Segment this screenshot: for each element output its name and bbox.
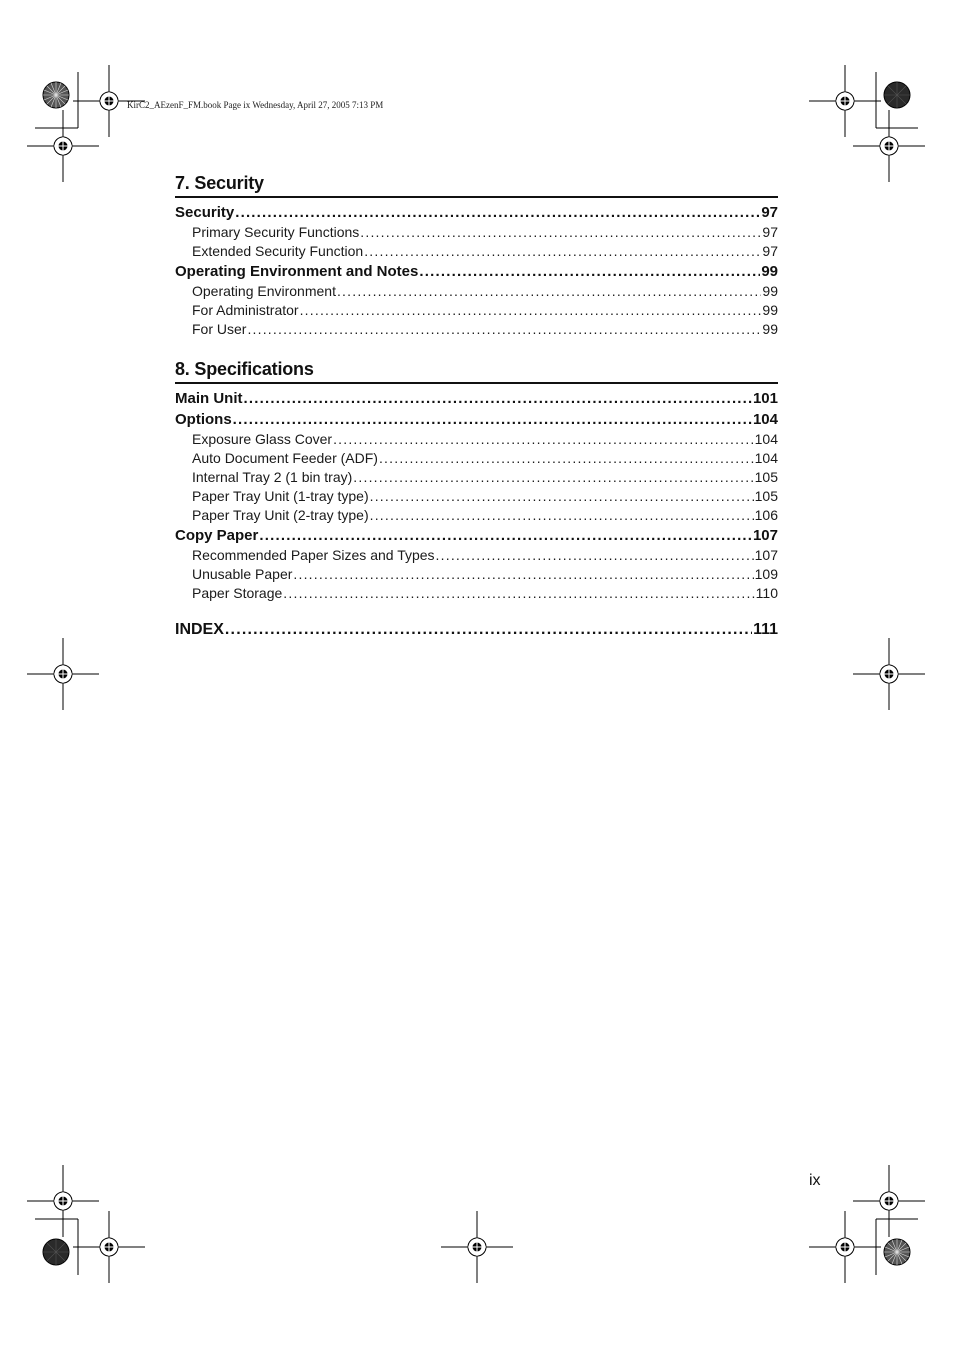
toc-entry-label: Paper Tray Unit (2-tray type) xyxy=(192,507,369,523)
toc-entry-page: 99 xyxy=(761,263,778,280)
toc-entry-label: Extended Security Function xyxy=(192,243,364,259)
toc-entry-page: 111 xyxy=(753,621,778,638)
leader-dots xyxy=(370,506,754,525)
toc-entry-page: 104 xyxy=(754,450,778,466)
toc-entry[interactable] xyxy=(175,525,778,546)
toc-entry-page: 104 xyxy=(754,431,778,447)
toc-entry-label: Auto Document Feeder (ADF) xyxy=(192,450,378,466)
toc-entry-page: 105 xyxy=(754,488,778,504)
toc-index-entry[interactable] xyxy=(175,618,778,642)
toc-entry-label: Operating Environment xyxy=(192,283,336,299)
toc-entry-label: For Administrator xyxy=(192,302,299,318)
leader-dots xyxy=(244,388,752,409)
toc-entry[interactable] xyxy=(175,506,778,525)
leader-dots xyxy=(233,409,752,430)
leader-dots xyxy=(247,320,761,339)
leader-dots xyxy=(259,525,752,546)
leader-dots xyxy=(337,282,761,301)
leader-dots xyxy=(364,242,761,261)
section-title: 8. Specifications xyxy=(175,356,778,384)
toc-entry-page: 109 xyxy=(754,566,778,582)
toc-entry[interactable] xyxy=(175,449,778,468)
toc-entries xyxy=(175,202,778,339)
toc-entry-label: Options xyxy=(175,411,232,428)
toc-entry[interactable] xyxy=(175,584,778,603)
toc-entry-page: 107 xyxy=(754,547,778,563)
toc-entry[interactable] xyxy=(175,223,778,242)
toc-entry-label: Exposure Glass Cover xyxy=(192,431,333,447)
toc-entry[interactable] xyxy=(175,320,778,339)
toc-entry[interactable] xyxy=(175,301,778,320)
toc-entry-index[interactable] xyxy=(175,618,778,642)
leader-dots xyxy=(419,261,760,282)
toc-entry[interactable] xyxy=(175,261,778,282)
toc-entry-page: 107 xyxy=(752,527,778,544)
toc-entry-page: 105 xyxy=(754,469,778,485)
leader-dots xyxy=(293,565,753,584)
page-number: ix xyxy=(809,1172,821,1189)
toc-entry-page: 97 xyxy=(761,204,778,221)
file-info-header: KirC2_AEzenF_FM.book Page ix Wednesday, April 27, 2005 7:13 PM xyxy=(127,100,384,110)
toc-entry-label: For User xyxy=(192,321,247,337)
toc-entry[interactable] xyxy=(175,388,778,409)
toc-section-security xyxy=(175,170,778,339)
toc-entry[interactable] xyxy=(175,282,778,301)
toc-entry[interactable] xyxy=(175,242,778,261)
toc-entries xyxy=(175,388,778,603)
toc-entry-label: Security xyxy=(175,204,235,221)
toc-entry-page: 99 xyxy=(762,321,778,337)
toc-entry-page: 97 xyxy=(762,243,778,259)
leader-dots xyxy=(333,430,754,449)
toc-entry-page: 106 xyxy=(754,507,778,523)
leader-dots xyxy=(225,618,752,642)
toc-entry-page: 104 xyxy=(752,411,778,428)
leader-dots xyxy=(353,468,753,487)
leader-dots xyxy=(379,449,754,468)
toc-entry-label: Operating Environment and Notes xyxy=(175,263,419,280)
toc-entry-page: 99 xyxy=(762,283,778,299)
toc-entry-label: Recommended Paper Sizes and Types xyxy=(192,547,435,563)
leader-dots xyxy=(360,223,761,242)
toc-entry[interactable] xyxy=(175,487,778,506)
toc-entry[interactable] xyxy=(175,565,778,584)
toc-entry[interactable] xyxy=(175,468,778,487)
toc-entry-page: 97 xyxy=(762,224,778,240)
toc-entry-label: INDEX xyxy=(175,621,224,638)
leader-dots xyxy=(370,487,754,506)
toc-entry[interactable] xyxy=(175,546,778,565)
toc-entry-page: 99 xyxy=(762,302,778,318)
leader-dots xyxy=(283,584,754,603)
toc-entry-label: Main Unit xyxy=(175,390,243,407)
toc-entry-label: Paper Tray Unit (1-tray type) xyxy=(192,488,369,504)
toc-entry-label: Copy Paper xyxy=(175,527,259,544)
leader-dots xyxy=(436,546,754,565)
toc-entry[interactable] xyxy=(175,202,778,223)
leader-dots xyxy=(235,202,760,223)
toc-entry-label: Internal Tray 2 (1 bin tray) xyxy=(192,469,353,485)
toc-entry[interactable] xyxy=(175,409,778,430)
toc-entry-label: Paper Storage xyxy=(192,585,283,601)
leader-dots xyxy=(300,301,762,320)
toc-entry-page: 101 xyxy=(752,390,778,407)
section-title: 7. Security xyxy=(175,170,778,198)
toc-section-specifications xyxy=(175,356,778,603)
toc-entry-label: Unusable Paper xyxy=(192,566,293,582)
toc-entry-label: Primary Security Functions xyxy=(192,224,360,240)
toc-entry-page: 110 xyxy=(755,585,778,601)
toc-entry[interactable] xyxy=(175,430,778,449)
